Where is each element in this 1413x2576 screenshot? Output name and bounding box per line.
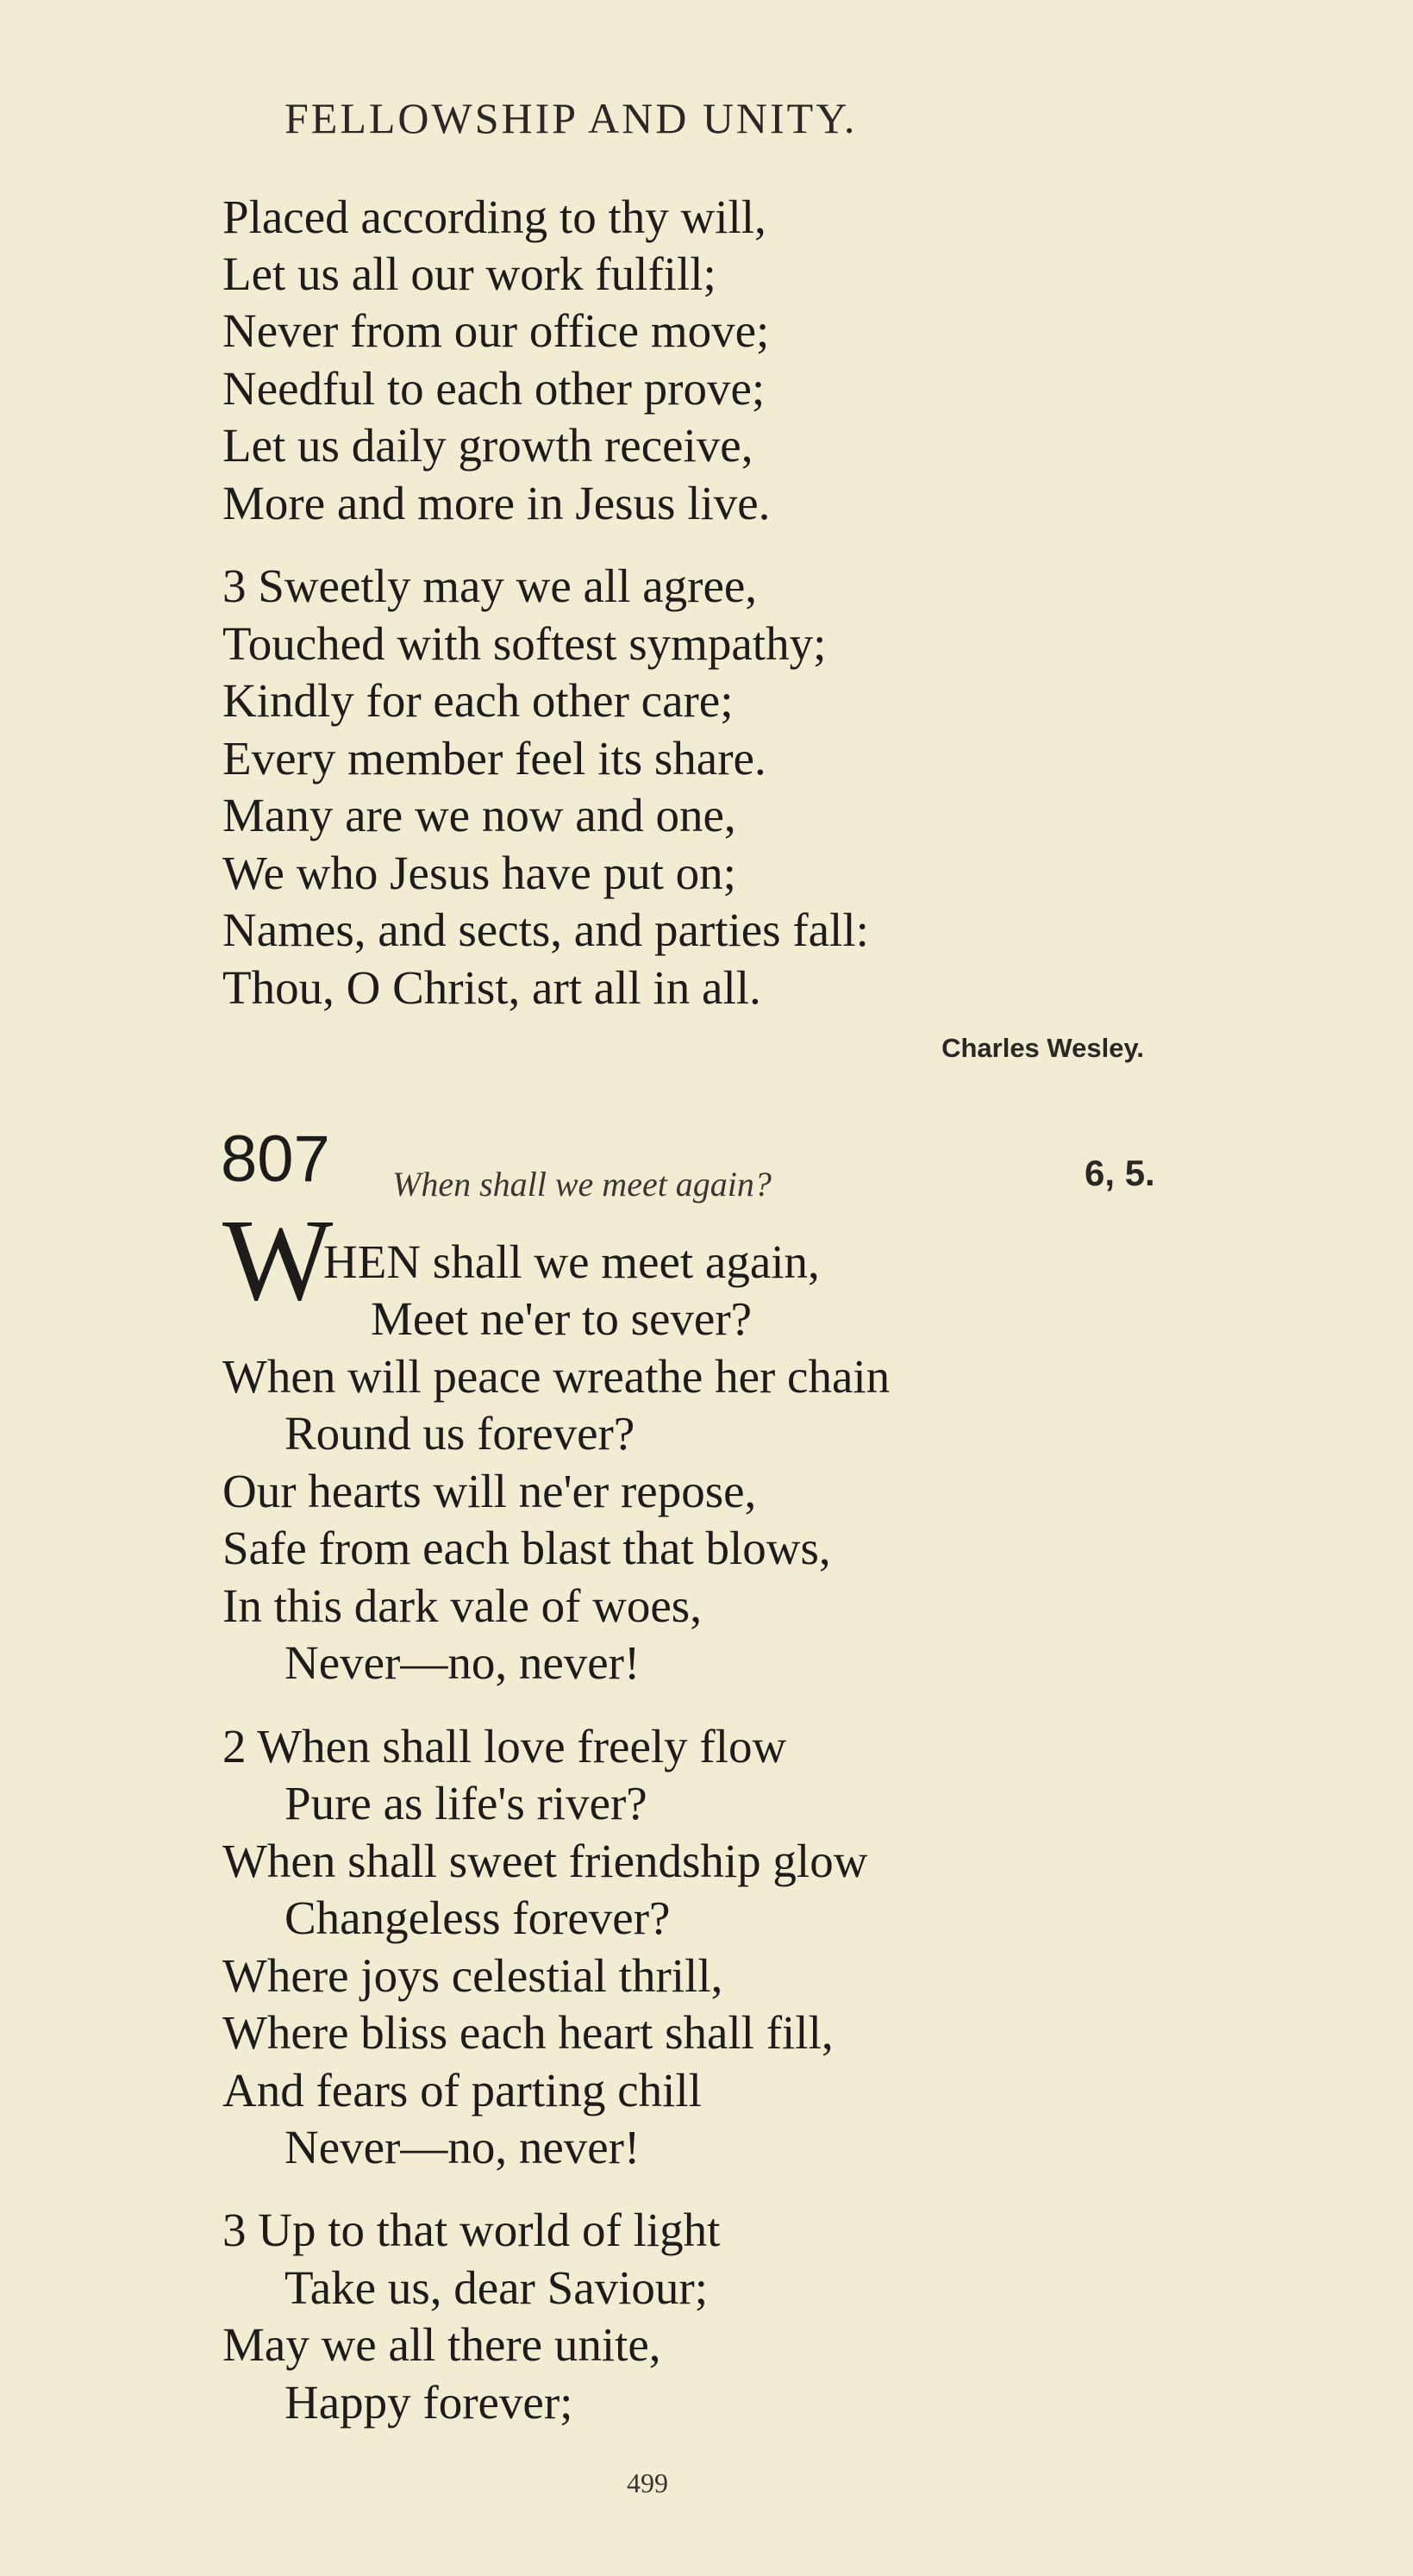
verse-line: Names, and sects, and parties fall: [222, 903, 869, 956]
verse-line: Thou, O Christ, art all in all. [222, 961, 761, 1014]
verse-line: Take us, dear Saviour; [284, 2261, 708, 2314]
verse-line: When shall sweet friendship glow [222, 1835, 868, 1887]
verse-line: Needful to each other prove; [222, 362, 766, 415]
hymn-author: Charles Wesley. [941, 1033, 1144, 1063]
verse-line: We who Jesus have put on; [222, 847, 736, 899]
verse-line: Never from our office move; [222, 304, 770, 357]
verse-line: 2 When shall love freely flow [222, 1720, 787, 1773]
verse-line: Many are we now and one, [222, 789, 736, 841]
verse-line: In this dark vale of woes, [222, 1579, 702, 1632]
verse-line: And fears of parting chill [222, 2064, 702, 2116]
verse-line: Happy forever; [284, 2376, 573, 2429]
verse-line: 3 Sweetly may we all agree, [222, 560, 758, 612]
verse-line: Round us forever? [284, 1407, 635, 1460]
verse-line: When will peace wreathe her chain [222, 1350, 891, 1403]
verse-line: Changeless forever? [284, 1891, 671, 1944]
verse-line: Let us daily growth receive, [222, 419, 753, 472]
verse-line: Meet ne'er to sever? [371, 1292, 753, 1345]
page-number: 499 [627, 2467, 668, 2498]
hymn-meter: 6, 5. [1085, 1153, 1155, 1193]
verse-line: Never—no, never! [284, 1636, 641, 1689]
verse-line: Placed according to thy will, [222, 191, 766, 243]
verse-line: Every member feel its share. [222, 732, 766, 785]
verse-line: Our hearts will ne'er repose, [222, 1465, 757, 1517]
drop-cap: W [222, 1196, 334, 1325]
verse-line: Safe from each blast that blows, [222, 1522, 831, 1574]
verse-line: Where bliss each heart shall fill, [222, 2006, 834, 2059]
verse-line: Where joys celestial thrill, [222, 1949, 723, 2002]
verse-line: May we all there unite, [222, 2318, 661, 2371]
verse-line: Touched with softest sympathy; [222, 617, 827, 670]
hymn-number: 807 [221, 1122, 330, 1196]
verse-line: HEN shall we meet again, [323, 1235, 820, 1288]
verse-line: Kindly for each other care; [222, 674, 734, 727]
verse-line: Pure as life's river? [284, 1777, 647, 1829]
verse-line: Let us all our work fulfill; [222, 247, 716, 300]
verse-line: 3 Up to that world of light [222, 2204, 721, 2256]
verse-line: More and more in Jesus live. [222, 477, 771, 529]
verse-line: Never—no, never! [284, 2121, 641, 2173]
hymn-title: When shall we meet again? [392, 1165, 772, 1204]
page-header: FELLOWSHIP AND UNITY. [284, 94, 858, 142]
